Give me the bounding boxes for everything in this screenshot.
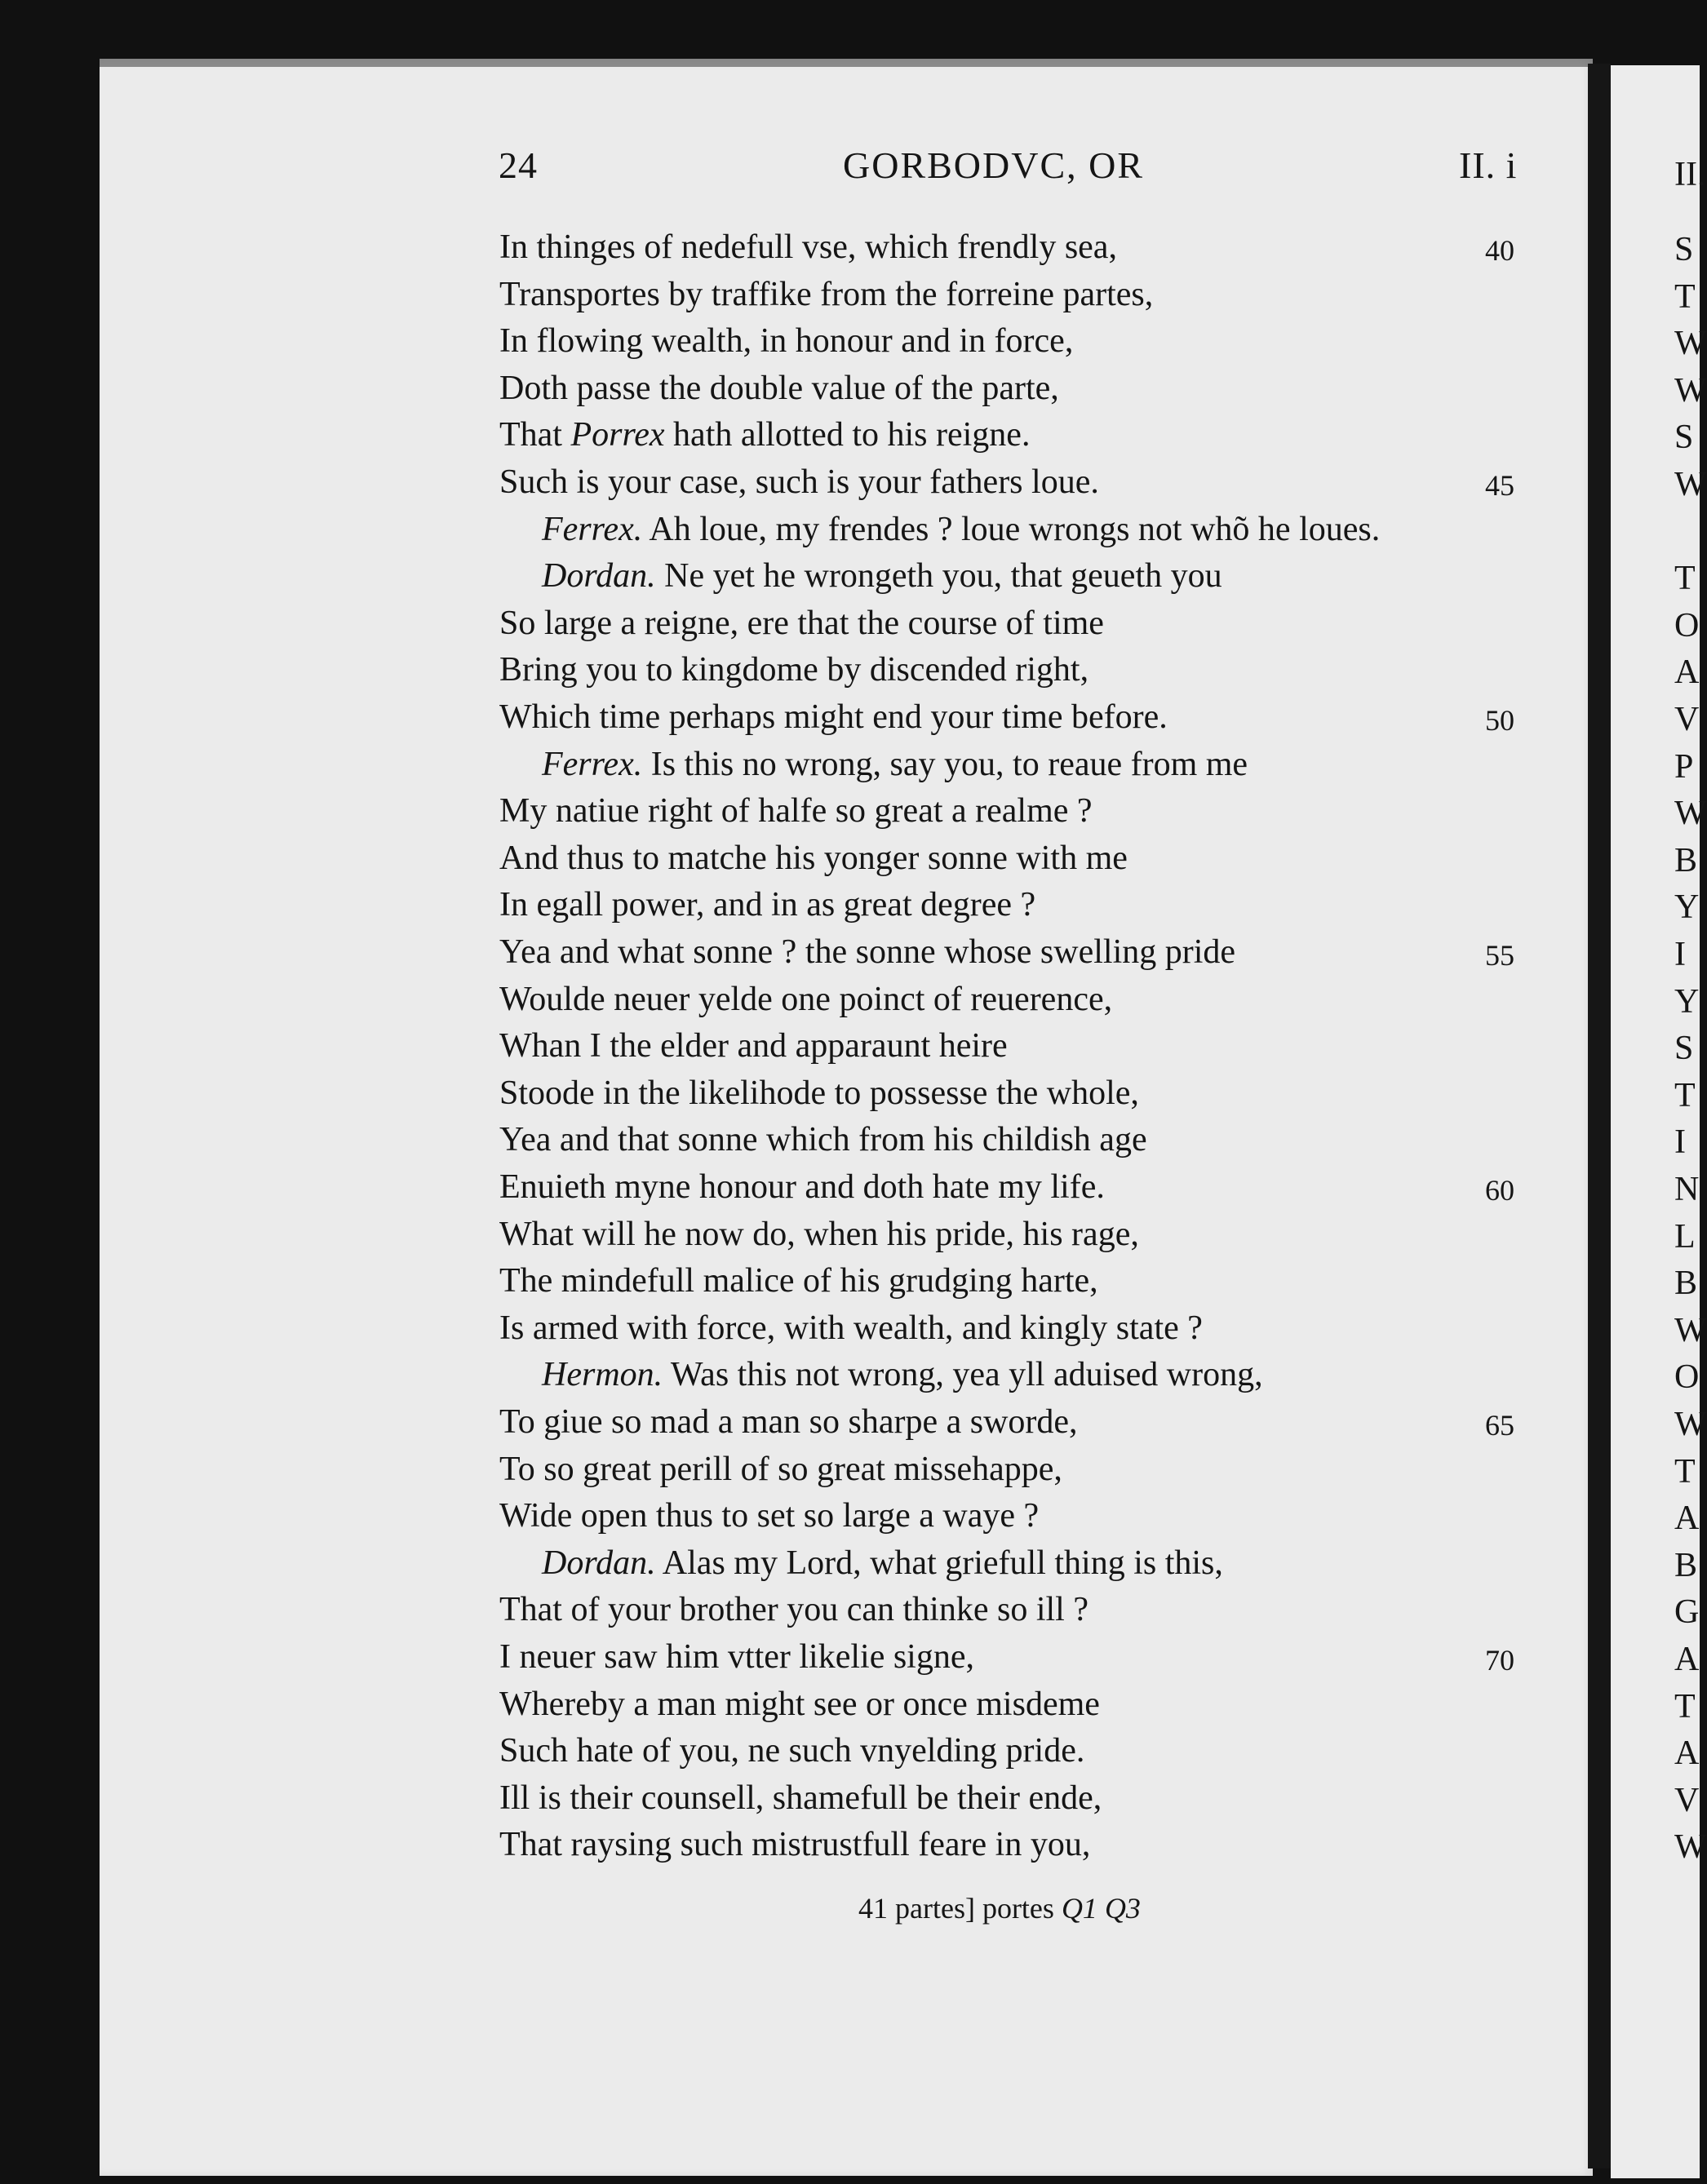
verse-line <box>542 1358 1263 1392</box>
line-number: 50 <box>1485 704 1514 737</box>
facing-page-letter: N <box>1674 1171 1700 1208</box>
facing-page-letter: T <box>1674 278 1696 316</box>
verse-line: And thus to matche his yonger sonne with me <box>499 839 1128 877</box>
verse-line: To giue so mad a man so sharpe a sworde, <box>499 1403 1078 1441</box>
facing-page-letter: A <box>1674 1500 1700 1537</box>
facing-page-letter: W <box>1674 1312 1707 1349</box>
facing-page-letter: W <box>1674 1828 1707 1866</box>
verse-line: Whan I the elder and apparaunt heire <box>499 1027 1008 1065</box>
verse-line: Ill is their counsell, shamefull be their ende, <box>499 1779 1102 1817</box>
speaker-name: Ferrex. <box>542 746 643 783</box>
facing-page-letter: B <box>1674 842 1698 879</box>
facing-page-letter: B <box>1674 1547 1698 1584</box>
verse-text: That <box>499 416 571 454</box>
facing-page-letter: T <box>1674 1077 1696 1114</box>
verse-line: Stoode in the likelihode to possesse the whole, <box>499 1074 1139 1112</box>
verse-line: Yea and that sonne which from his childish age <box>499 1121 1147 1158</box>
speaker-name: Ferrex. <box>542 511 643 548</box>
facing-page-letter: A <box>1674 1641 1700 1678</box>
footnote-q3: Q3 <box>1104 1892 1141 1925</box>
verse-line: Is armed with force, with wealth, and kingly state ? <box>499 1309 1203 1347</box>
page-number: 24 <box>499 144 538 186</box>
facing-page-letter: V <box>1674 701 1700 738</box>
book-gutter <box>1588 64 1611 2168</box>
verse-line: Which time perhaps might end your time before. <box>499 698 1168 736</box>
verse-line <box>542 747 1248 782</box>
verse-line: In egall power, and in as great degree ? <box>499 886 1036 924</box>
facing-page-letter: P <box>1674 748 1694 786</box>
facing-page-letter: O <box>1674 607 1700 645</box>
facing-page-letter: W <box>1674 325 1707 362</box>
speech-text: Ne yet he wrongeth you, that geueth you <box>655 557 1222 595</box>
act-scene-reference: II. i <box>1459 144 1518 186</box>
facing-page-letter: B <box>1674 1265 1698 1302</box>
facing-page-letter: W <box>1674 372 1707 410</box>
verse-line <box>499 418 1030 452</box>
speech-text: Is this no wrong, say you, to reaue from me <box>642 746 1248 783</box>
speech-text: Alas my Lord, what griefull thing is this, <box>655 1544 1223 1582</box>
verse-line: Transportes by traffike from the forreine partes, <box>499 276 1154 313</box>
facing-page-letter: A <box>1674 653 1700 691</box>
verse-line <box>542 1546 1223 1580</box>
facing-page-letter: Y <box>1674 888 1700 926</box>
verse-line: That of your brother you can thinke so ill ? <box>499 1591 1088 1628</box>
verse-line: In thinges of nedefull vse, which frendly sea, <box>499 228 1117 266</box>
line-number: 40 <box>1485 234 1514 267</box>
facing-page-letter: S <box>1674 231 1694 268</box>
page-top-edge <box>100 59 1593 67</box>
speaker-name: Hermon. <box>542 1356 663 1393</box>
verse-line: So large a reigne, ere that the course of time <box>499 605 1104 642</box>
verse-line: Yea and what sonne ? the sonne whose swelling pride <box>499 933 1236 971</box>
verse-line <box>542 559 1222 593</box>
line-number: 60 <box>1485 1174 1514 1207</box>
line-number: 45 <box>1485 469 1514 502</box>
facing-page-letter: V <box>1674 1782 1700 1819</box>
line-number: 70 <box>1485 1644 1514 1677</box>
facing-page-letter: G <box>1674 1593 1700 1631</box>
facing-page-letter: A <box>1674 1734 1700 1772</box>
facing-page-letter: L <box>1674 1218 1696 1256</box>
speaker-name: Dordan. <box>542 557 656 595</box>
speech-text: Ah loue, my frendes ? loue wrongs not whõ he loues. <box>642 511 1381 548</box>
footnote-q1: Q1 <box>1061 1892 1097 1925</box>
verse-text: hath allotted to his reigne. <box>664 416 1031 454</box>
verse-line: The mindefull malice of his grudging harte, <box>499 1262 1098 1300</box>
speech-text: Was this not wrong, yea yll aduised wrong, <box>663 1356 1263 1393</box>
facing-page-letter: I <box>1674 936 1686 973</box>
facing-page-letter: T <box>1674 1453 1696 1491</box>
verse-line: I neuer saw him vtter likelie signe, <box>499 1638 974 1676</box>
footnote-text: 41 partes] portes <box>858 1892 1062 1925</box>
verse-line: In flowing wealth, in honour and in force, <box>499 322 1074 360</box>
verse-line: Such is your case, such is your fathers loue. <box>499 463 1099 501</box>
footnote <box>858 1891 1141 1925</box>
facing-page-letter: W <box>1674 1406 1707 1443</box>
verse-line: Wide open thus to set so large a waye ? <box>499 1497 1040 1535</box>
facing-page-letter: S <box>1674 1030 1694 1067</box>
facing-page-letter: II. <box>1674 156 1706 193</box>
verse-line: Enuieth myne honour and doth hate my life. <box>499 1168 1105 1206</box>
verse-line <box>542 512 1380 547</box>
speaker-name: Dordan. <box>542 1544 656 1582</box>
facing-page-letter: Y <box>1674 983 1700 1021</box>
verse-line: Woulde neuer yelde one poinct of reuerence, <box>499 981 1113 1018</box>
verse-line: Whereby a man might see or once misdeme <box>499 1686 1100 1723</box>
facing-page-letter: W <box>1674 795 1707 832</box>
facing-page-letter: T <box>1674 1688 1696 1725</box>
facing-page-letter: W <box>1674 466 1707 503</box>
character-name: Porrex <box>570 416 665 454</box>
verse-line: To so great perill of so great missehappe, <box>499 1451 1062 1488</box>
facing-page-letter: S <box>1674 419 1694 456</box>
verse-line: Doth passe the double value of the parte, <box>499 370 1059 407</box>
verse-line: Such hate of you, ne such vnyelding pride. <box>499 1732 1085 1770</box>
facing-page-letter: I <box>1674 1123 1686 1161</box>
verse-line: What will he now do, when his pride, his rage, <box>499 1216 1139 1253</box>
line-number: 65 <box>1485 1409 1514 1442</box>
running-title: GORBODVC, OR <box>843 144 1145 186</box>
facing-page-letter: O <box>1674 1358 1700 1396</box>
verse-line: Bring you to kingdome by discended right, <box>499 651 1089 689</box>
line-number: 55 <box>1485 939 1514 972</box>
verse-line: My natiue right of halfe so great a realme ? <box>499 792 1093 830</box>
facing-page-letter: T <box>1674 560 1696 597</box>
verse-line: That raysing such mistrustfull feare in you, <box>499 1826 1091 1863</box>
